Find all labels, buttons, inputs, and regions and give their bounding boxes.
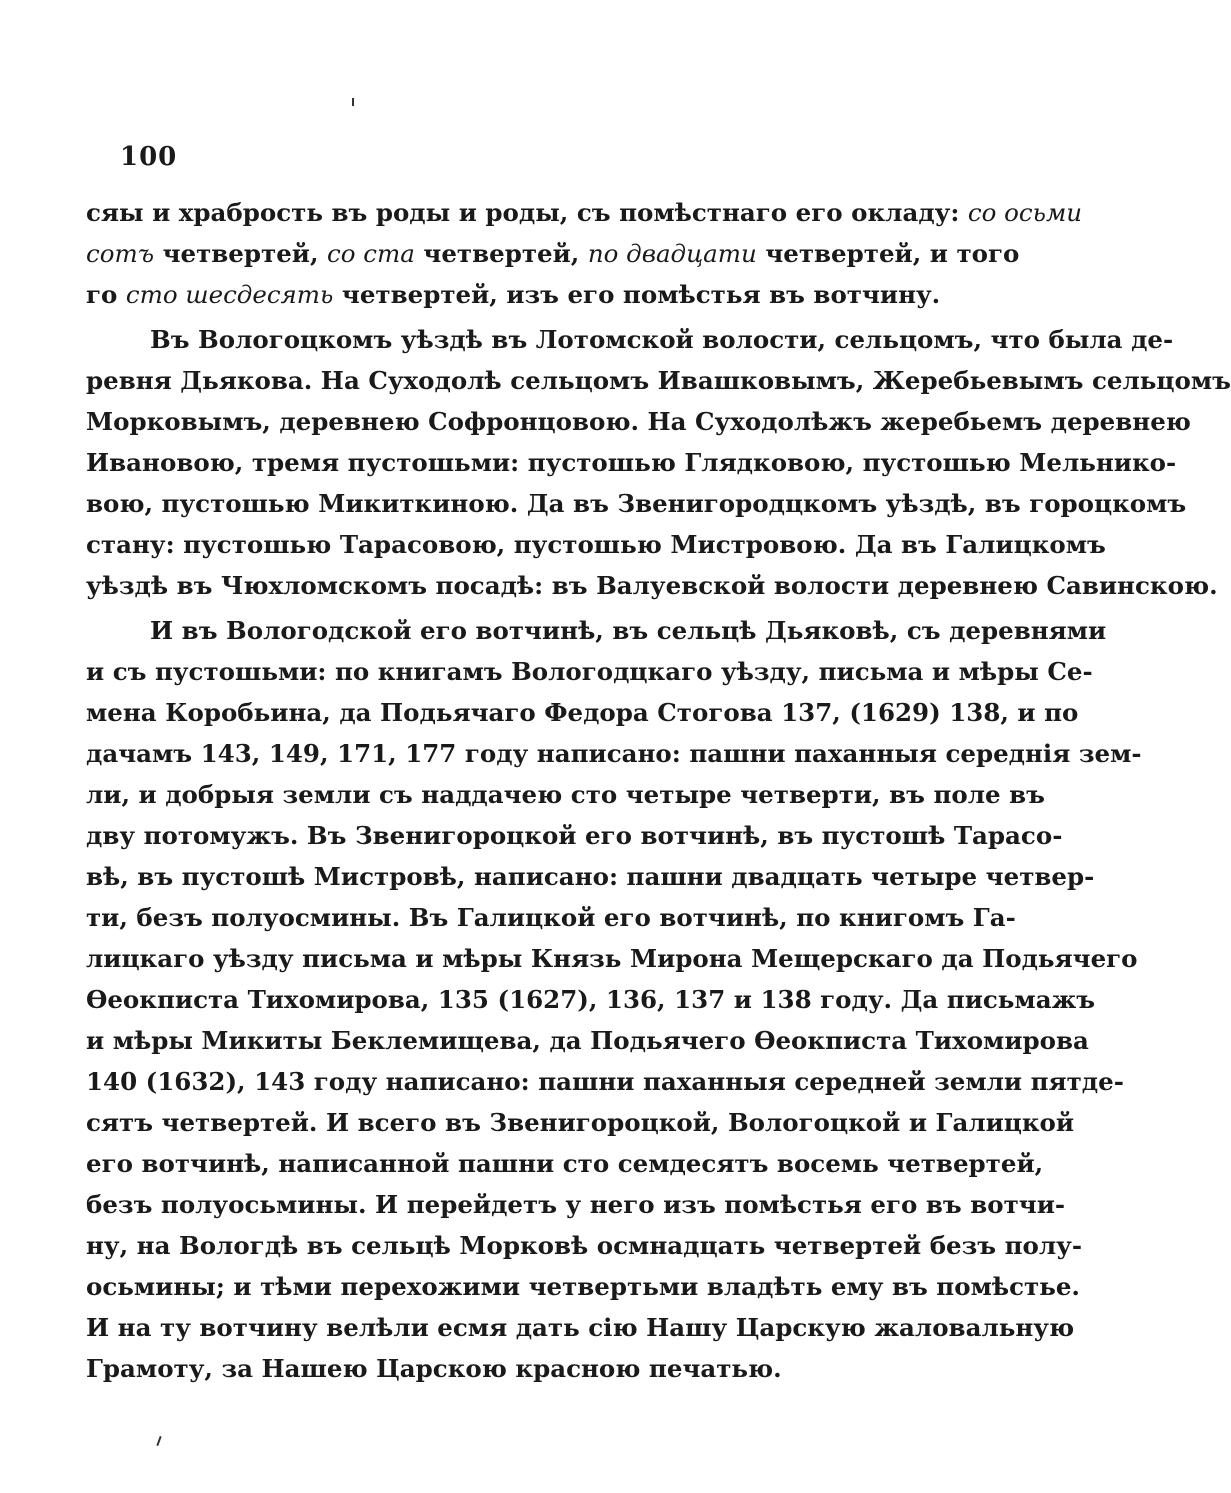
text-line: Въ Вологоцкомъ уѣздѣ въ Лотомской волости, сельцомъ, что была де- xyxy=(150,325,1174,354)
text-line: 140 (1632), 143 году написано: пашни паханныя середней земли пятде- xyxy=(86,1067,1124,1096)
text-line: ревня Дьякова. На Суходолѣ сельцомъ Ивашковымъ, Жеребьевымъ сельцомъ xyxy=(86,366,1231,395)
text-line: сотъ четвертей, со ста четвертей, по двадцати четвертей, и того xyxy=(86,239,1020,268)
text-line: Грамоту, за Нашею Царскою красною печатью. xyxy=(86,1354,782,1383)
text-line: дву потомужъ. Въ Звенигороцкой его вотчинѣ, въ пустошѣ Тарасо- xyxy=(86,821,1063,850)
text-line: лицкаго уѣзду письма и мѣры Князь Мирона Мещерскаго да Подьячего xyxy=(86,944,1138,973)
text-line: сятъ четвертей. И всего въ Звенигороцкой, Вологоцкой и Галицкой xyxy=(86,1108,1075,1137)
text-line: мена Коробьина, да Подьячаго Федора Стогова 137, (1629) 138, и по xyxy=(86,698,1079,727)
text-line: осьмины; и тѣми перехожими четвертьми владѣть ему въ помѣстье. xyxy=(86,1272,1080,1301)
text-line: Ивановою, тремя пустошьми: пустошью Глядковою, пустошью Мельнико- xyxy=(86,448,1177,477)
text-line: уѣздѣ въ Чюхломскомъ посадѣ: въ Валуевской волости деревнею Савинскою. xyxy=(86,571,1218,600)
ink-mark xyxy=(156,1436,161,1446)
text-line: стану: пустошью Тарасовою, пустошью Мистровою. Да въ Галицкомъ xyxy=(86,530,1106,559)
page-number: 100 xyxy=(120,142,178,172)
text-line: и мѣры Микиты Беклемищева, да Подьячего Ѳеокписта Тихомирова xyxy=(86,1026,1089,1055)
text-line: ну, на Вологдѣ въ сельцѣ Морковѣ осмнадцать четвертей безъ полу- xyxy=(86,1231,1082,1260)
text-line: ли, и добрыя земли съ наддачею сто четыре четверти, въ поле въ xyxy=(86,780,1045,809)
text-line: ти, безъ полуосмины. Въ Галицкой его вотчинѣ, по книгомъ Га- xyxy=(86,903,1016,932)
text-line: вою, пустошью Микиткиною. Да въ Звенигородцкомъ уѣздѣ, въ гороцкомъ xyxy=(86,489,1187,518)
text-line: вѣ, въ пустошѣ Мистровѣ, написано: пашни двадцать четыре четвер- xyxy=(86,862,1095,891)
text-line: И въ Вологодской его вотчинѣ, въ сельцѣ Дьяковѣ, съ деревнями xyxy=(150,616,1107,645)
ink-mark xyxy=(352,98,354,106)
text-line: дачамъ 143, 149, 171, 177 году написано: пашни паханныя середнія зем- xyxy=(86,739,1142,768)
text-line: сяы и храбрость въ роды и роды, съ помѣстнаго его окладу: со осьми xyxy=(86,198,1083,227)
text-line: безъ полуосьмины. И перейдетъ у него изъ помѣстья его въ вотчи- xyxy=(86,1190,1066,1219)
text-line: Ѳеокписта Тихомирова, 135 (1627), 136, 137 и 138 году. Да письмажъ xyxy=(86,985,1096,1014)
text-line: его вотчинѣ, написанной пашни сто семдесятъ восемь четвертей, xyxy=(86,1149,1044,1178)
text-line: и съ пустошьми: по книгамъ Вологодцкаго уѣзду, письма и мѣры Се- xyxy=(86,657,1093,686)
text-line: го сто шесдесять четвертей, изъ его помѣстья въ вотчину. xyxy=(86,280,941,309)
body-text xyxy=(86,192,1231,1389)
text-line: Морковымъ, деревнею Софронцовою. На Суходолѣжъ жеребьемъ деревнею xyxy=(86,407,1191,436)
text-line: И на ту вотчину велѣли есмя дать сію Нашу Царскую жаловальную xyxy=(86,1313,1075,1342)
